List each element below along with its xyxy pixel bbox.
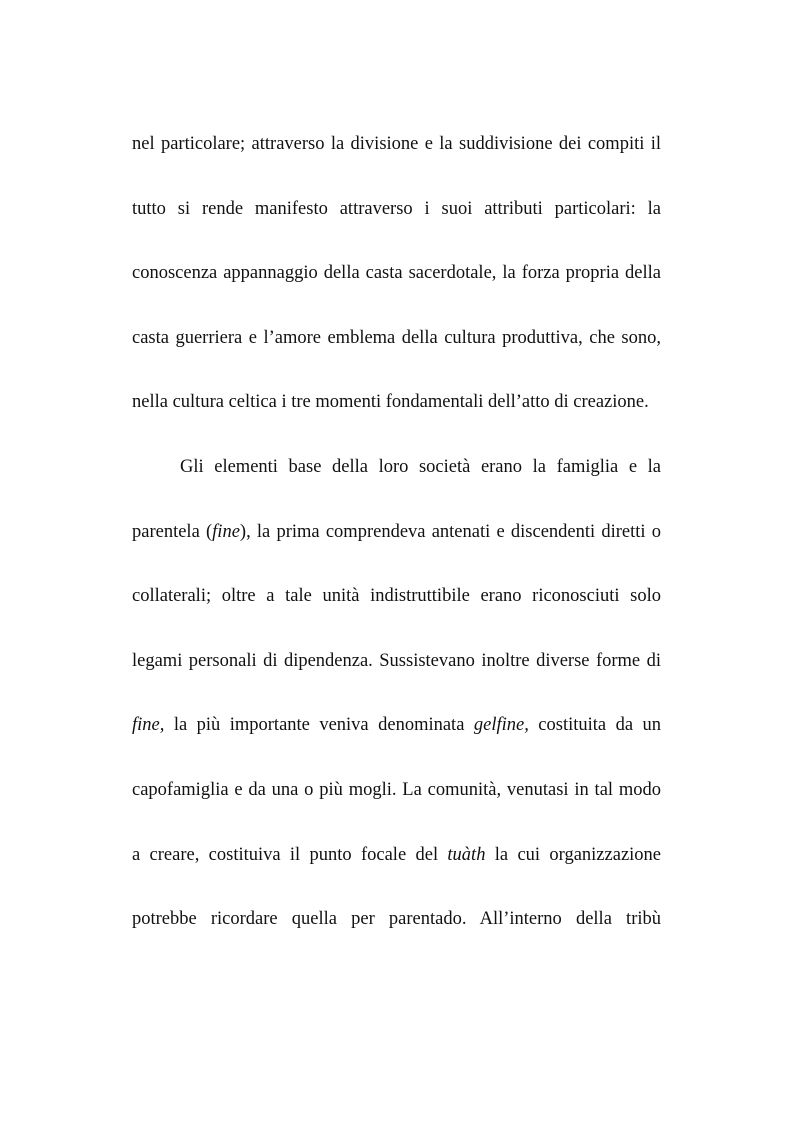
text-segment: parentela ( (132, 521, 213, 542)
text-segment: potrebbe ricordare quella per parentado. All’interno della tribù (132, 909, 661, 930)
text-segment: a creare, costituiva il punto focale del (132, 844, 448, 865)
text-segment: capofamiglia e da una o più mogli. La comunità, venutasi in tal modo (132, 779, 661, 800)
text-line-2 (132, 183, 661, 248)
italic-term-tuath: tuàth (447, 844, 486, 865)
text-segment: la più importante veniva denominata (164, 715, 474, 736)
italic-term-fine: fine, (132, 715, 165, 736)
text-segment: casta guerriera e l’amore emblema della cultura produttiva, che sono, (132, 327, 661, 348)
text-segment: collaterali; oltre a tale unità indistruttibile erano riconosciuti solo (132, 586, 661, 607)
text-segment: legami personali di dipendenza. Sussistevano inoltre diverse forme di (132, 650, 661, 671)
text-segment: nel particolare; attraverso la divisione e la suddivisione dei compiti il (132, 134, 661, 154)
text-line-9 (132, 635, 661, 700)
text-line-1 (132, 118, 661, 183)
text-line-11 (132, 764, 661, 829)
text-line-13 (132, 893, 661, 958)
italic-term-gelfine: gelfine, (473, 715, 529, 736)
italic-term-fine: fine (212, 521, 240, 542)
text-line-3 (132, 247, 661, 312)
text-line-8 (132, 570, 661, 635)
text-segment: nella cultura celtica i tre momenti fondamentali dell’atto di creazione. (132, 392, 649, 413)
text-segment: Gli elementi base della loro società erano la famiglia e la (180, 456, 661, 477)
text-line-6 (132, 441, 661, 506)
text-segment: costituita da un (528, 715, 661, 736)
text-line-5 (132, 376, 661, 441)
text-segment: tutto si rende manifesto attraverso i suoi attributi particolari: la (132, 198, 661, 219)
body-text (132, 118, 661, 958)
text-line-7 (132, 506, 661, 571)
text-line-12 (132, 829, 661, 894)
text-line-10 (132, 699, 661, 764)
text-segment: la cui organizzazione (485, 844, 662, 865)
text-segment: conoscenza appannaggio della casta sacerdotale, la forza propria della (132, 263, 661, 284)
text-segment: ), la prima comprendeva antenati e discendenti diretti o (239, 521, 661, 542)
text-line-4 (132, 312, 661, 377)
